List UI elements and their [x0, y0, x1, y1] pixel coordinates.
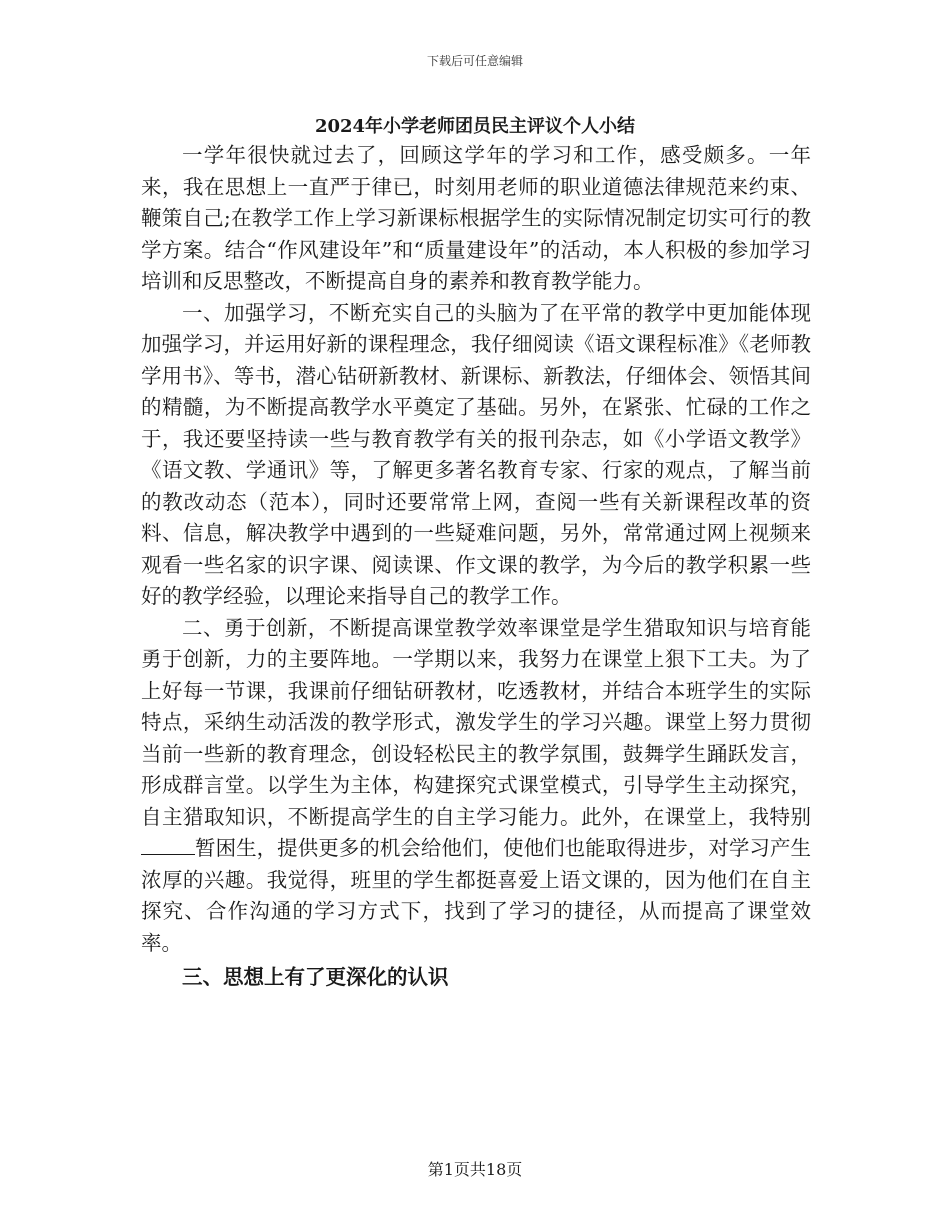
fill-in-blank — [141, 836, 195, 855]
section-3-heading: 三、思想上有了更深化的认识 — [182, 965, 449, 989]
page-footer: 第1页共18页 — [427, 1160, 523, 1179]
header-note: 下载后可任意编辑 — [426, 54, 523, 68]
paragraph-section-2 — [141, 613, 811, 960]
document-body — [141, 140, 811, 994]
paragraph-intro: 一学年很快就过去了，回顾这学年的学习和工作，感受颇多。一年来，我在思想上一直严于律已，时刻用老师的职业道德法律规范来约束、鞭策自己;在教学工作上学习新课标根据学生的实际情况制定切实可行的教学方案。结合“作风建设年”和“质量建设年”的活动，本人积极的参加学习培训和反思整改，不断提高自身的素养和教育教学能力。 — [141, 143, 811, 293]
document-title: 2024年小学老师团员民主评议个人小结 — [314, 116, 636, 137]
paragraph-section-2-part-1: 二、勇于创新，不断提高课堂教学效率课堂是学生猎取知识与培育能勇于创新，力的主要阵地。一学期以来，我努力在课堂上狠下工夫。为了上好每一节课，我课前仔细钻研教材，吃透教材，并结合本班学生的实际特点，采纳生动活泼的教学形式，激发学生的学习兴趣。课堂上努力贯彻当前一些新的教育理念，创设轻松民主的教学氛围，鼓舞学生踊跃发言，形成群言堂。以学生为主体，构建探究式课堂模式，引导学生主动探究，自主猎取知识，不断提高学生的自主学习能力。此外，在课堂上，我特别 — [141, 615, 811, 829]
paragraph-section-2-part-2: 暂困生，提供更多的机会给他们，使他们也能取得进步，对学习产生浓厚的兴趣。我觉得，班里的学生都挺喜爱上语文课的，因为他们在自主探究、合作沟通的学习方式下，找到了学习的捷径，从而提高了课堂效率。 — [141, 836, 811, 955]
paragraph-section-1: 一、加强学习，不断充实自己的头脑为了在平常的教学中更加能体现加强学习，并运用好新的课程理念，我仔细阅读《语文课程标准》《老师教学用书》、等书，潜心钻研新教材、新课标、新教法，仔细体会、领悟其间的精髓，为不断提高教学水平奠定了基础。另外，在紧张、忙碌的工作之于，我还要坚持读一些与教育教学有关的报刊杂志，如《小学语文教学》《语文教、学通讯》等，了解更多著名教育专家、行家的观点，了解当前的教改动态（范本），同时还要常常上网，查阅一些有关新课程改革的资料、信息，解决教学中遇到的一些疑难问题，另外，常常通过网上视频来观看一些名家的识字课、阅读课、作文课的教学，为今后的教学积累一些好的教学经验，以理论来指导自己的教学工作。 — [141, 300, 811, 608]
